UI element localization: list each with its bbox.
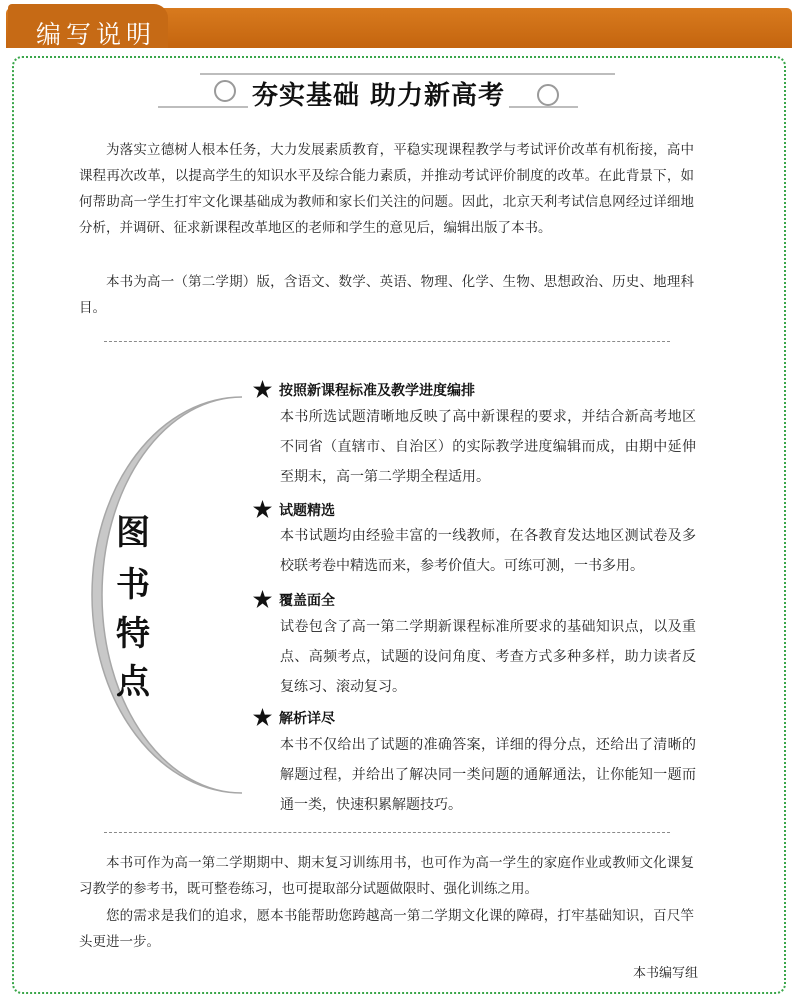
feature-label-char-2: 书 xyxy=(116,565,150,605)
feature-label-char-4: 点 xyxy=(116,662,150,702)
feature-4-heading xyxy=(253,708,335,728)
intro-paragraph-2: 本书为高一（第二学期）版，含语文、数学、英语、物理、化学、生物、思想政治、历史、地理科目。 xyxy=(79,274,694,316)
intro-paragraph-1: 为落实立德树人根本任务，大力发展素质教育，平稳实现课程教学与考试评价改革有机衔接，高中课程再次改革，以提高学生的知识水平及综合能力素质，并推动考试评价制度的改革。在此背景下，如何帮助高一学生打牢文化课基础成为教师和家长们关注的问题。因此，北京天利考试信息网经过详细地分析，并调研、征求新课程改革地区的老师和学生的意见后，编辑出版了本书。 xyxy=(79,142,694,236)
feature-2-title: 试题精选 xyxy=(279,503,335,519)
feature-4-title: 解析详尽 xyxy=(279,711,335,727)
signature: 本书编写组 xyxy=(632,966,698,981)
title-circle-right-icon xyxy=(537,84,559,106)
feature-3-heading xyxy=(253,590,335,610)
star-icon xyxy=(253,590,272,608)
feature-3-body: 试卷包含了高一第二学期新课程标准所要求的基础知识点，以及重点、高频考点，试题的设问角度、考查方式多种多样，助力读者反复练习、滚动复习。 xyxy=(280,619,696,695)
feature-label-char-3: 特 xyxy=(116,614,150,654)
star-icon xyxy=(253,380,272,398)
header-tab xyxy=(8,4,168,48)
title-circle-left-icon xyxy=(214,80,236,102)
header-title: 编写说明 xyxy=(36,20,157,49)
main-title: 夯实基础 助力新高考 xyxy=(248,75,509,112)
feature-1-body: 本书所选试题清晰地反映了高中新课程的要求，并结合新高考地区不同省（直辖市、自治区）的实际教学进度编辑而成，由期中延伸至期末，高一第二学期全程适用。 xyxy=(280,409,696,485)
feature-3-title: 覆盖面全 xyxy=(279,593,335,609)
feature-label-char-1: 图 xyxy=(116,513,150,553)
star-icon xyxy=(253,708,272,726)
star-icon xyxy=(253,500,272,518)
feature-2-body: 本书试题均由经验丰富的一线教师，在各教育发达地区测试卷及多校联考卷中精选而来，参考价值大。可练可测，一书多用。 xyxy=(280,528,696,574)
feature-2-heading xyxy=(253,500,335,520)
crescent-moon-icon xyxy=(72,395,272,795)
closing-paragraph-1: 本书可作为高一第二学期期中、期末复习训练用书，也可作为高一学生的家庭作业或教师文化课复习教学的参考书，既可整卷练习，也可提取部分试题做限时、强化训练之用。 xyxy=(79,855,694,897)
feature-4-body: 本书不仅给出了试题的准确答案，详细的得分点，还给出了清晰的解题过程，并给出了解决同一类问题的通解通法，让你能知一题而通一类，快速积累解题技巧。 xyxy=(280,737,696,813)
closing-paragraph-2: 您的需求是我们的追求，愿本书能帮助您跨越高一第二学期文化课的障碍，打牢基础知识，百尺竿头更进一步。 xyxy=(79,908,694,950)
divider-bottom xyxy=(104,832,670,833)
divider-top xyxy=(104,341,670,342)
feature-1-heading xyxy=(253,380,475,400)
feature-1-title: 按照新课程标准及教学进度编排 xyxy=(279,383,475,399)
